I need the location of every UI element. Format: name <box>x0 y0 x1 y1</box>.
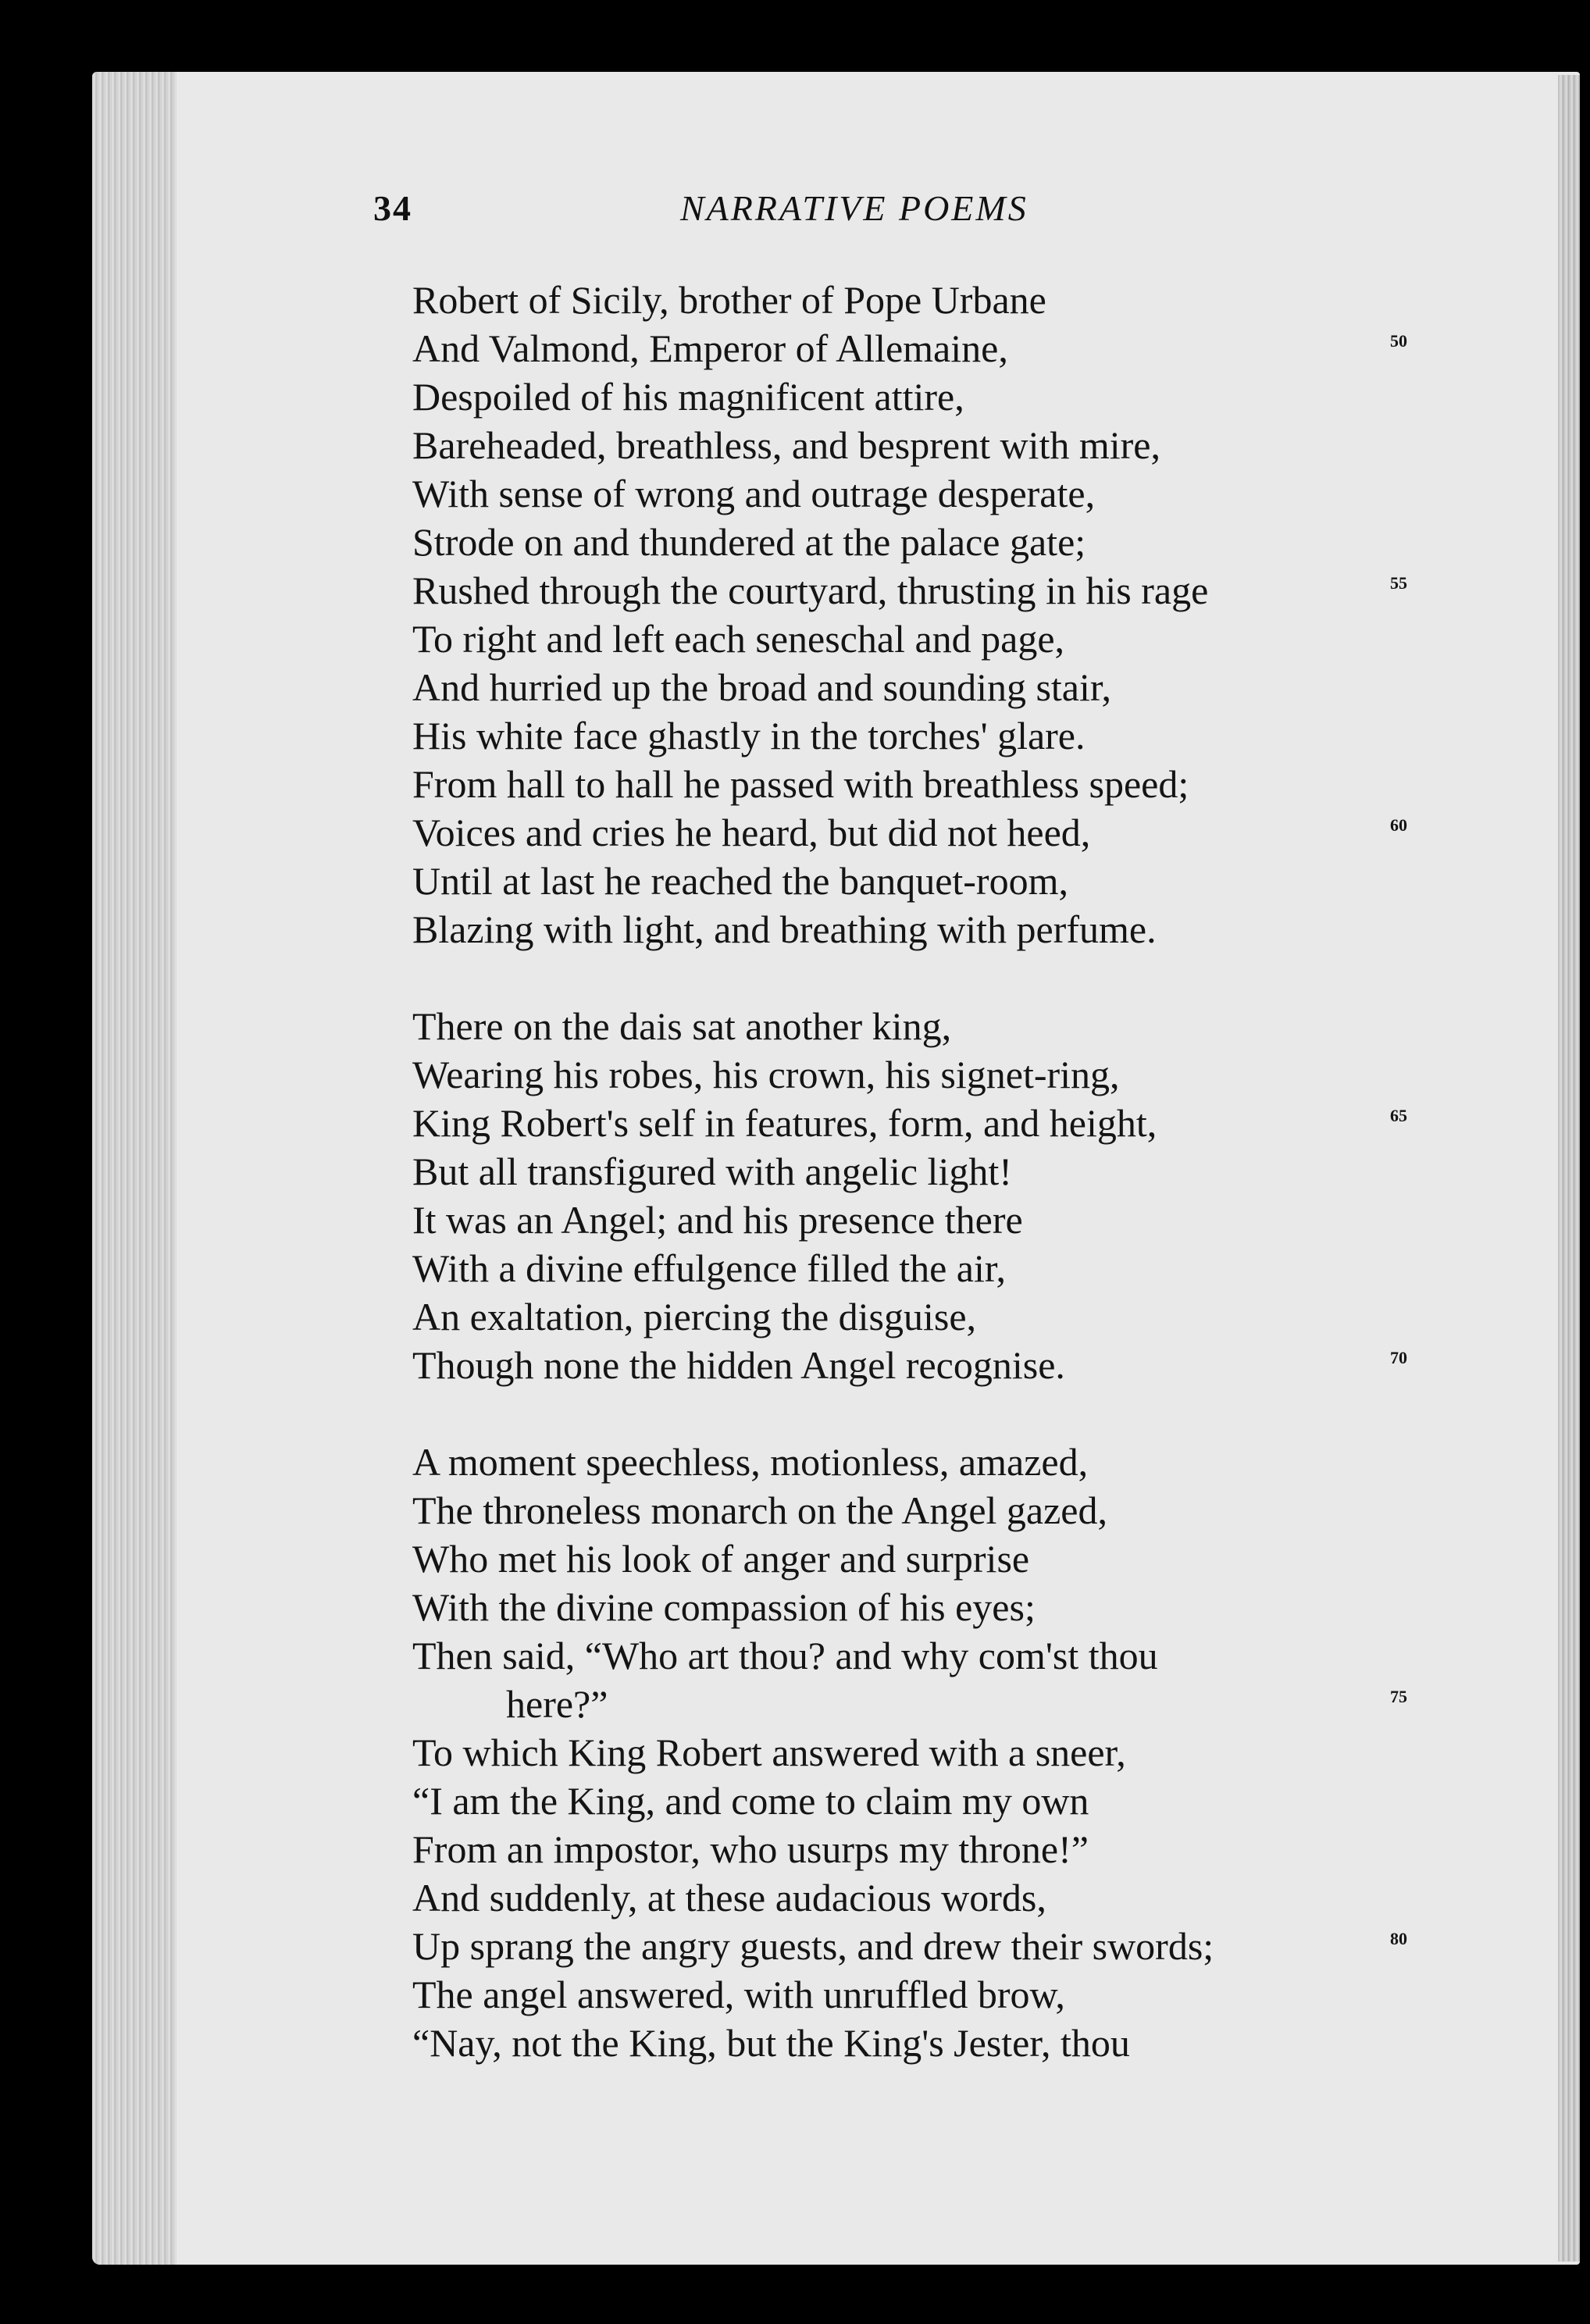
poem-line <box>412 711 1428 760</box>
poem-line <box>412 857 1428 905</box>
poem-line <box>412 905 1428 953</box>
line-number: 55 <box>1390 573 1407 593</box>
poem-line-text: The angel answered, with unruffled brow, <box>412 1973 1065 2016</box>
poem-line-text: From an impostor, who usurps my throne!” <box>412 1827 1089 1871</box>
poem-line <box>412 1534 1428 1583</box>
poem-line <box>412 615 1428 663</box>
page-number: 34 <box>373 188 412 228</box>
line-number: 70 <box>1390 1348 1407 1367</box>
line-number: 65 <box>1390 1106 1407 1125</box>
poem-line-text: here?” <box>506 1682 608 1726</box>
poem-line-text: From hall to hall he passed with breathless speed; <box>412 762 1189 806</box>
line-number: 75 <box>1390 1687 1407 1706</box>
poem-line-text: Who met his look of anger and surprise <box>412 1537 1030 1581</box>
poem-line-text: Robert of Sicily, brother of Pope Urbane <box>412 278 1046 322</box>
page-stack-left-edge <box>92 72 176 2265</box>
poem-line <box>412 808 1428 857</box>
poem-line-text: The throneless monarch on the Angel gazed, <box>412 1488 1107 1532</box>
poem-line <box>412 1341 1428 1389</box>
poem-line-text: And suddenly, at these audacious words, <box>412 1876 1046 1919</box>
poem-line-text: With a divine effulgence filled the air, <box>412 1246 1007 1290</box>
poem-line <box>412 1050 1428 1099</box>
poem-line-text: It was an Angel; and his presence there <box>412 1198 1023 1242</box>
poem-line <box>412 469 1428 518</box>
poem-line <box>412 518 1428 566</box>
poem-line-text: Strode on and thundered at the palace gate; <box>412 520 1086 564</box>
poem-line <box>412 372 1428 421</box>
poem-line-text: Though none the hidden Angel recognise. <box>412 1343 1065 1387</box>
stanza <box>412 276 1428 953</box>
poem-line-text: Up sprang the angry guests, and drew their swords; <box>412 1924 1214 1968</box>
poem-line <box>412 1147 1428 1196</box>
poem-line-text: His white face ghastly in the torches' glare. <box>412 714 1086 757</box>
poem-line <box>412 1196 1428 1244</box>
stanza <box>412 1438 1428 2067</box>
poem-line <box>412 566 1428 615</box>
poem-line-text: And Valmond, Emperor of Allemaine, <box>412 326 1008 370</box>
poem-line <box>412 1486 1428 1534</box>
poem-line <box>412 1922 1428 1970</box>
poem-line-text: With sense of wrong and outrage desperate, <box>412 472 1096 515</box>
poem-line-text: King Robert's self in features, form, and height, <box>412 1101 1157 1145</box>
stanza <box>412 1002 1428 1389</box>
poem-line <box>412 663 1428 711</box>
poem-line <box>412 1099 1428 1147</box>
poem-line-text: But all transfigured with angelic light! <box>412 1150 1012 1193</box>
poem-line <box>412 1002 1428 1050</box>
poem-line <box>412 1583 1428 1631</box>
poem-line <box>412 1244 1428 1292</box>
page-header <box>373 187 1404 242</box>
poem-line <box>412 276 1428 324</box>
poem-line <box>412 324 1428 372</box>
poem-line <box>412 2019 1428 2067</box>
poem-line <box>412 1970 1428 2019</box>
poem-text <box>412 276 1428 2115</box>
poem-line-text: “Nay, not the King, but the King's Jester, thou <box>412 2021 1130 2065</box>
poem-line <box>412 1728 1428 1777</box>
poem-line-text: “I am the King, and come to claim my own <box>412 1779 1089 1823</box>
poem-line-text: Despoiled of his magnificent attire, <box>412 375 964 419</box>
poem-line-text: Wearing his robes, his crown, his signet-ring, <box>412 1053 1120 1096</box>
poem-line-text: Rushed through the courtyard, thrusting in his rage <box>412 569 1209 612</box>
poem-line <box>412 1292 1428 1341</box>
poem-line-text: A moment speechless, motionless, amazed, <box>412 1440 1089 1484</box>
running-head: NARRATIVE POEMS <box>680 188 1029 228</box>
poem-line-text: There on the dais sat another king, <box>412 1004 952 1048</box>
poem-line-text: Bareheaded, breathless, and besprent with mire, <box>412 423 1160 467</box>
poem-line-text: Blazing with light, and breathing with perfume. <box>412 907 1157 951</box>
line-number: 50 <box>1390 331 1407 351</box>
poem-line-text: With the divine compassion of his eyes; <box>412 1585 1036 1629</box>
poem-line <box>412 1631 1428 1680</box>
poem-line-text: Until at last he reached the banquet-room, <box>412 859 1068 903</box>
poem-line-text: Voices and cries he heard, but did not heed, <box>412 811 1091 854</box>
poem-line-text: To which King Robert answered with a sneer, <box>412 1731 1126 1774</box>
poem-line <box>412 1680 1428 1728</box>
line-number: 60 <box>1390 815 1407 835</box>
poem-line <box>412 1873 1428 1922</box>
poem-line-text: And hurried up the broad and sounding stair, <box>412 665 1112 709</box>
poem-line-text: An exaltation, piercing the disguise, <box>412 1295 977 1338</box>
poem-line <box>412 1438 1428 1486</box>
poem-line <box>412 760 1428 808</box>
poem-line-text: Then said, “Who art thou? and why com'st thou <box>412 1634 1158 1677</box>
poem-line-text: To right and left each seneschal and page, <box>412 617 1065 661</box>
poem-line <box>412 1825 1428 1873</box>
line-number: 80 <box>1390 1929 1407 1948</box>
page-stack-right-edge <box>1558 75 1580 2262</box>
poem-line <box>412 421 1428 469</box>
poem-line <box>412 1777 1428 1825</box>
